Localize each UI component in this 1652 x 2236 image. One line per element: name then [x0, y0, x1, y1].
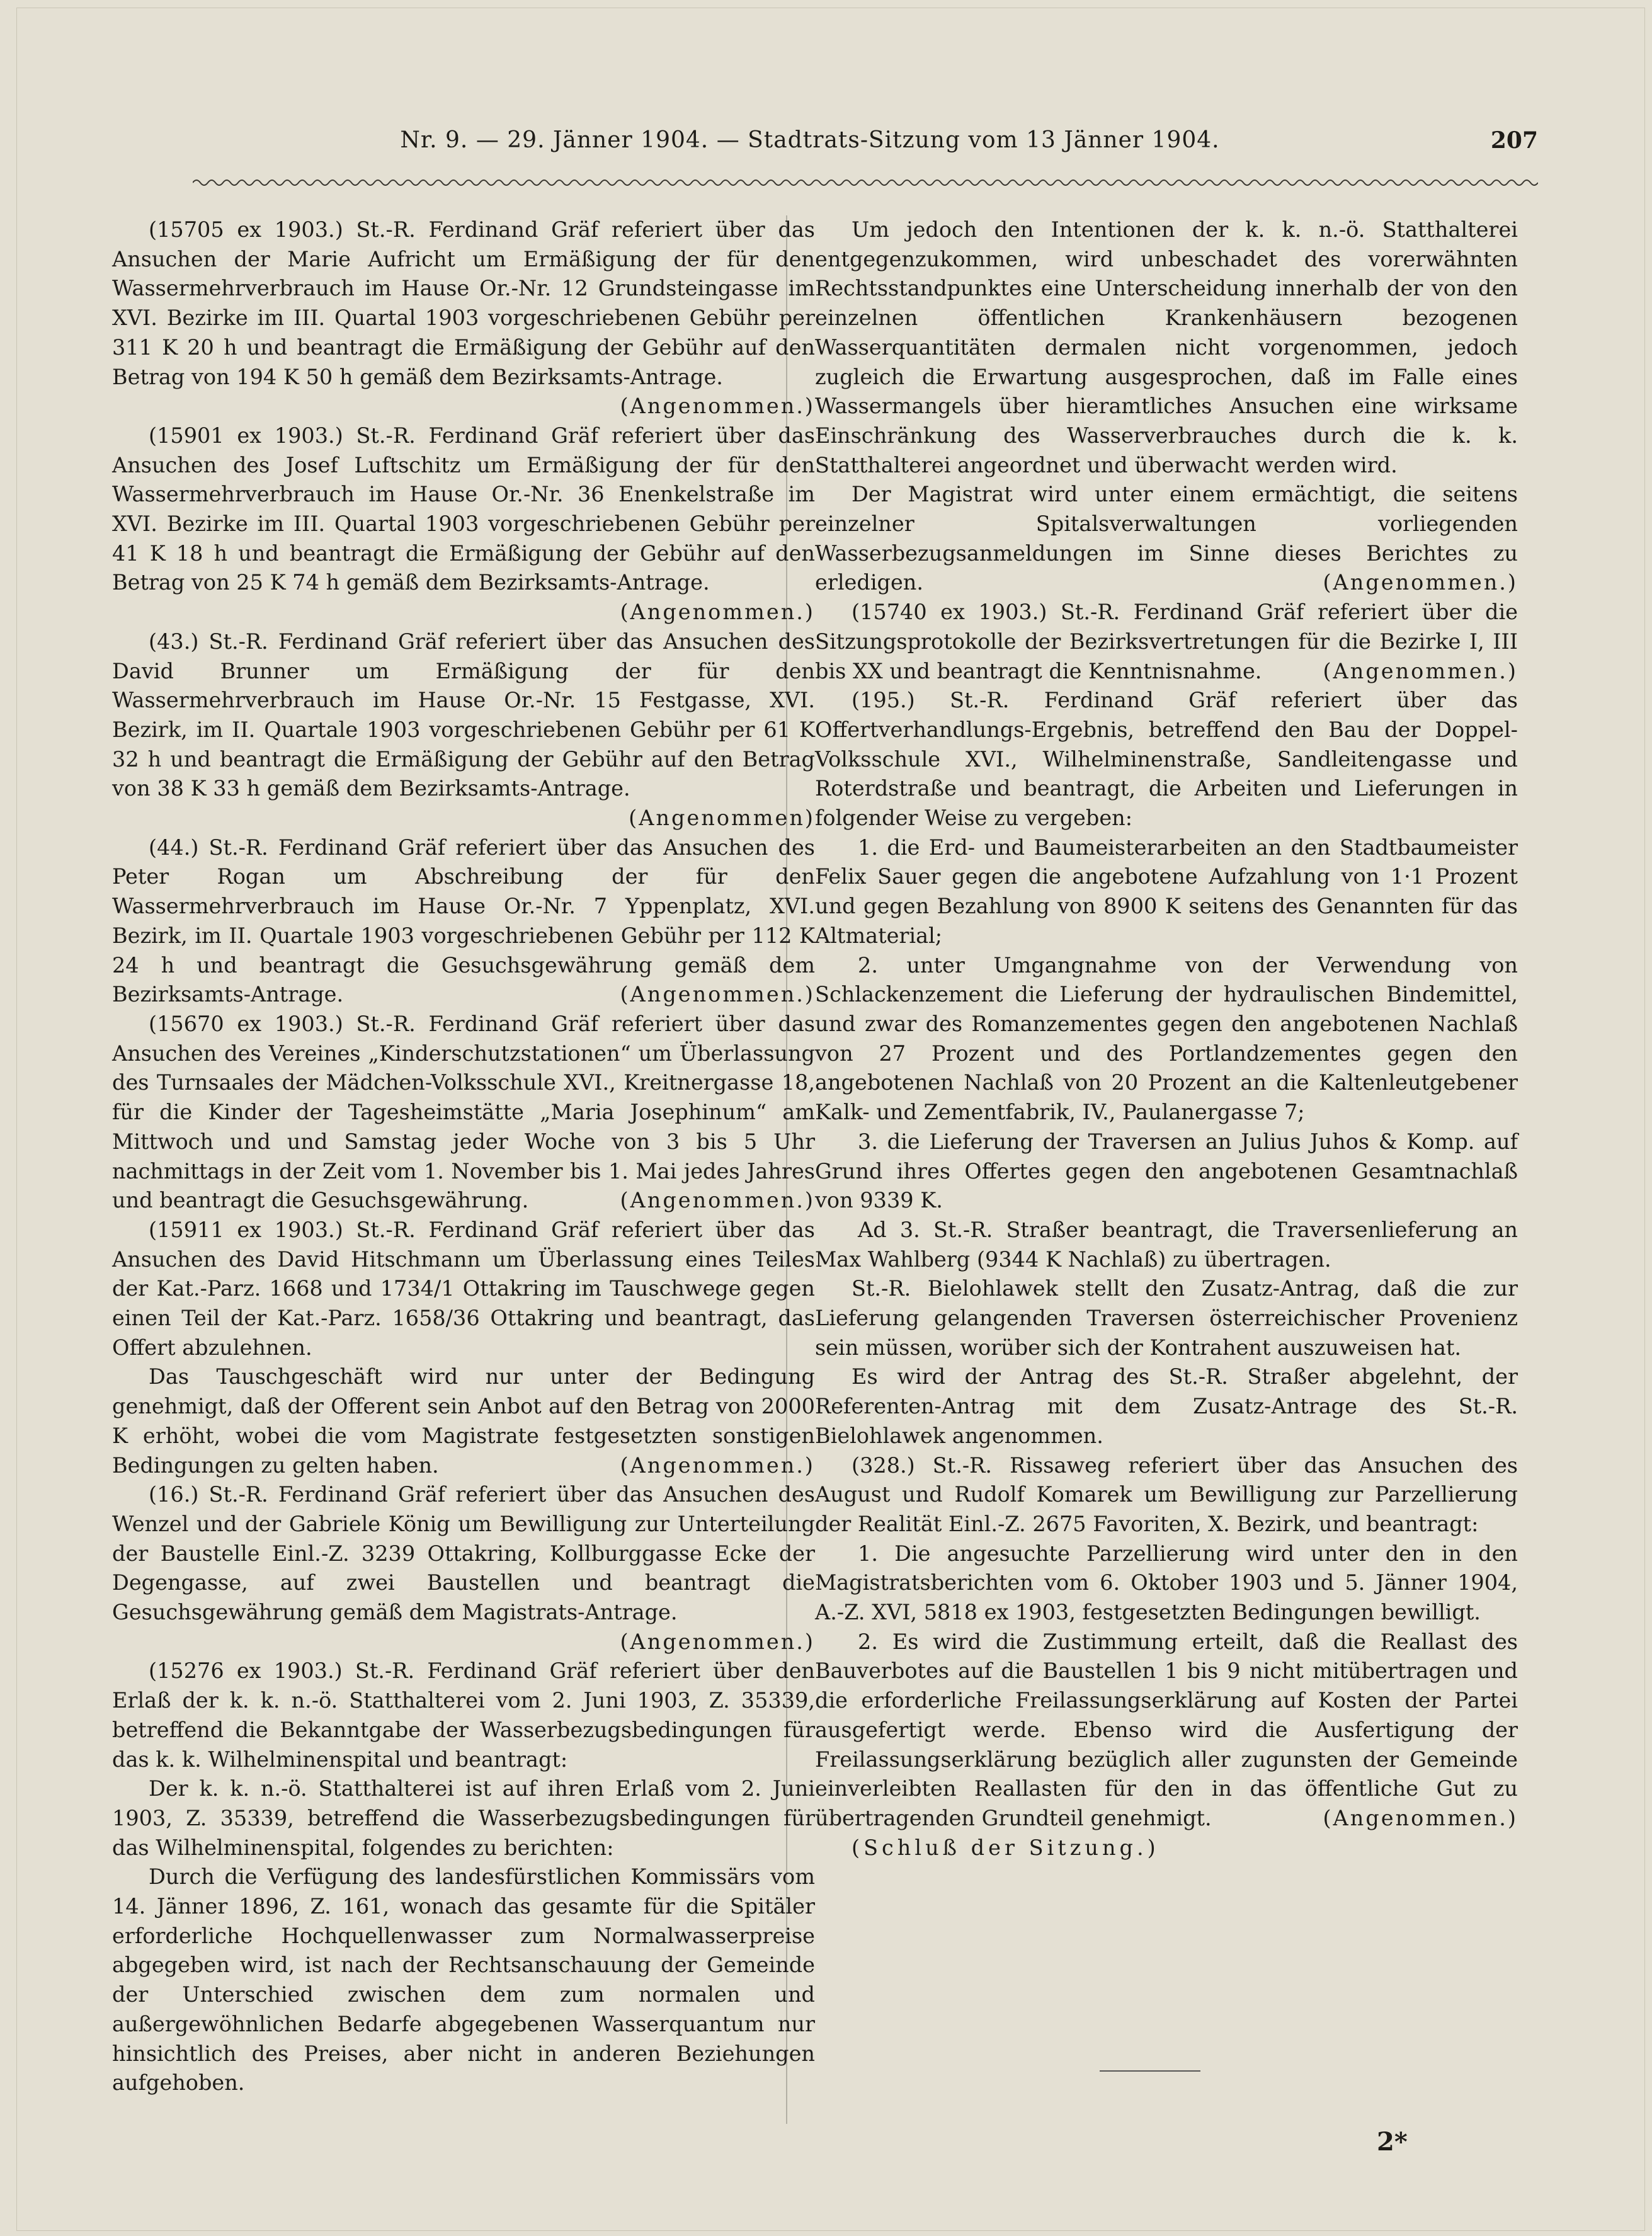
page-number: 207: [1490, 127, 1538, 154]
paragraph: [112, 1010, 815, 1216]
result-note: (Angenommen.): [1323, 658, 1518, 683]
paragraph-text: 2. Es wird die Zustimmung erteilt, daß die Reallast des Bauverbotes auf die Baustellen 1 bis 9 nicht mitübertragen und die erforderliche Freilassungserklärung auf Kosten der Partei ausgefertigt werde. Ebenso wird die Ausfertigung der Freilassungserklärung bezüglich aller zugunsten der Gemeinde einverleibten Reallasten für den in das öffentliche Gut zu übertragenden Grundteil genehmigt.: [815, 1629, 1518, 1830]
page-header: [16, 127, 1645, 165]
signature-mark: 2*: [1377, 2127, 1408, 2157]
paragraph: [112, 1862, 815, 2098]
paragraph-text: Um jedoch den Intentionen der k. k. n.-ö. Statthalterei entgegenzukommen, wird unbeschadet des vorerwähnten Rechtsstandpunktes eine Unterscheidung innerhalb der von den einzelnen öffentlichen Krankenhäusern bezogenen Wasserquantitäten dermalen nicht vorgenommen, jedoch zugleich die Erwartung ausgesprochen, daß im Falle eines Wassermangels über hieramtliches Ansuchen eine wirksame Einschränkung des Wasserverbrauches durch die k. k. Statthalterei angeordnet und überwacht werden wird.: [815, 217, 1518, 477]
paragraph: [112, 627, 815, 831]
paragraph-text: Das Tauschgeschäft wird nur unter der Bedingung genehmigt, daß der Offerent sein Anbot auf den Betrag von 2000 K erhöht, wobei die vom Magistrate festgesetzten sonstigen Bedingungen zu gelten haben.: [112, 1364, 815, 1478]
paragraph-text: Der Magistrat wird unter einem ermächtigt, die seitens einzelner Spitalsverwaltungen vorliegenden Wasserbezugsanmeldungen im Sinne dieses Berichtes zu erledigen.: [815, 482, 1518, 595]
result-note: (Angenommen): [629, 806, 815, 831]
paragraph: [112, 1774, 815, 1862]
paragraph-text: Der k. k. n.-ö. Statthalterei ist auf ihren Erlaß vom 2. Juni 1903, Z. 35339, betreffend die Wasserbezugsbedingungen für das Wilhelminenspital, folgendes zu berichten:: [112, 1776, 815, 1860]
paragraph-text: 1. die Erd- und Baumeisterarbeiten an den Stadtbaumeister Felix Sauer gegen die angebotene Aufzahlung von 1·1 Prozent und gegen Bezahlung von 8900 K seitens des Genannten für das Altmaterial;: [815, 835, 1518, 948]
result-note: (Angenommen.): [620, 394, 815, 419]
paragraph: [815, 1362, 1518, 1451]
paragraph: [112, 1216, 815, 1363]
paragraph: [112, 421, 815, 625]
paragraph: [112, 1480, 815, 1654]
paragraph-text: (15276 ex 1903.) St.-R. Ferdinand Gräf referiert über den Erlaß der k. k. n.-ö. Statthalterei vom 2. Juni 1903, Z. 35339, betreffend die Bekanntgabe der Wasserbezugsbedingungen für das k. k. Wilhelminenspital und beantragt:: [112, 1658, 815, 1772]
paragraph: [112, 215, 815, 419]
left-column: [112, 215, 815, 2098]
list-item: [815, 951, 1518, 1127]
result-note: (Angenommen.): [620, 1629, 815, 1654]
column-divider: [786, 215, 787, 2124]
paragraph-text: (15901 ex 1903.) St.-R. Ferdinand Gräf referiert über das Ansuchen des Josef Luftschitz um Ermäßigung der für den Wassermehrverbrauch im Hause Or.-Nr. 36 Enenkelstraße im XVI. Bezirke im III. Quartal 1903 vorgeschriebenen Gebühr per 41 K 18 h und beantragt die Ermäßigung der Gebühr auf den Betrag von 25 K 74 h gemäß dem Bezirksamts-Antrage.: [112, 423, 815, 595]
paragraph-text: St.-R. Bielohlawek stellt den Zusatz-Antrag, daß die zur Lieferung gelangenden Traversen österreichischer Provenienz sein müssen, worüber sich der Kontrahent auszuweisen hat.: [815, 1276, 1518, 1360]
paragraph: [112, 1362, 815, 1480]
paragraph-text: (328.) St.-R. Rissaweg referiert über das Ansuchen des August und Rudolf Komarek um Bewilligung zur Parzellierung der Realität Einl.-Z. 2675 Favoriten, X. Bezirk, und beantragt:: [815, 1452, 1518, 1536]
paragraph: [815, 1451, 1518, 1539]
paragraph-text: (195.) St.-R. Ferdinand Gräf referiert über das Offertverhandlungs-Ergebnis, betreffend den Bau der Doppel-Volksschule XVI., Wilhelminenstraße, Sandleitengasse und Roterdstraße und beantragt, die Arbeiten und Lieferungen in folgender Weise zu vergeben:: [815, 688, 1518, 831]
paragraph-text: (15911 ex 1903.) St.-R. Ferdinand Gräf referiert über das Ansuchen des David Hitschmann um Überlassung eines Teiles der Kat.-Parz. 1668 und 1734/1 Ottakring im Tauschwege gegen einen Teil der Kat.-Parz. 1658/36 Ottakring und beantragt, das Offert abzulehnen.: [112, 1217, 815, 1360]
paragraph-text: 3. die Lieferung der Traversen an Julius Juhos & Komp. auf Grund ihres Offertes gegen den angebotenen Gesamtnachlaß von 9339 K.: [815, 1129, 1518, 1213]
result-note: (Angenommen.): [620, 1452, 815, 1478]
list-item: [815, 833, 1518, 951]
result-note: (Angenommen.): [1323, 1805, 1518, 1830]
paragraph: [815, 686, 1518, 833]
paragraph-text: 2. unter Umgangnahme von der Verwendung von Schlackenzement die Lieferung der hydraulischen Bindemittel, und zwar des Romanzementes gegen den angebotenen Nachlaß von 27 Prozent und des Portlandzementes gegen den angebotenen Nachlaß von 20 Prozent an die Kaltenleutgebener Kalk- und Zementfabrik, IV., Paulanergasse 7;: [815, 952, 1518, 1125]
paragraph: [112, 833, 815, 1010]
paragraph: [815, 480, 1518, 598]
paragraph-text: (43.) St.-R. Ferdinand Gräf referiert über das Ansuchen des David Brunner um Ermäßigung der für den Wassermehrverbrauch im Hause Or.-Nr. 15 Festgasse, XVI. Bezirk, im II. Quartale 1903 vorgeschriebenen Gebühr per 61 K 32 h und beantragt die Ermäßigung der Gebühr auf den Betrag von 38 K 33 h gemäß dem Bezirksamts-Antrage.: [112, 629, 815, 801]
paragraph-text: (Schluß der Sitzung.): [852, 1835, 1159, 1860]
paragraph-text: (15740 ex 1903.) St.-R. Ferdinand Gräf referiert über die Sitzungsprotokolle der Bezirksvertretungen für die Bezirke I, III bis XX und beantragt die Kenntnisnahme.: [815, 600, 1518, 683]
result-note: (Angenommen.): [620, 1188, 815, 1213]
paragraph-text: 1. Die angesuchte Parzellierung wird unter den in den Magistratsberichten vom 6. Oktober 1903 und 5. Jänner 1904, A.-Z. XVI, 5818 ex 1903, festgesetzten Bedingungen bewilligt.: [815, 1541, 1518, 1625]
paragraph-text: (15705 ex 1903.) St.-R. Ferdinand Gräf referiert über das Ansuchen der Marie Aufricht um Ermäßigung der für den Wassermehrverbrauch im Hause Or.-Nr. 12 Grundsteingasse im XVI. Bezirke im III. Quartal 1903 vorgeschriebenen Gebühr per 311 K 20 h und beantragt die Ermäßigung der Gebühr auf den Betrag von 194 K 50 h gemäß dem Bezirksamts-Antrage.: [112, 217, 815, 389]
paragraph: [815, 215, 1518, 480]
document-page: [16, 8, 1645, 2231]
paragraph-text: Ad 3. St.-R. Straßer beantragt, die Traversenlieferung an Max Wahlberg (9344 K Nachlaß) zu übertragen.: [815, 1217, 1518, 1272]
paragraph: [815, 1274, 1518, 1362]
right-column: [815, 215, 1518, 1862]
end-rule: [1100, 2070, 1200, 2072]
list-item: [815, 1127, 1518, 1216]
header-ornament-rule: [193, 176, 1538, 189]
header-title: Nr. 9. — 29. Jänner 1904. — Stadtrats-Sitzung vom 13 Jänner 1904.: [400, 127, 1220, 153]
paragraph: [112, 1657, 815, 1774]
paragraph-text: Durch die Verfügung des landesfürstlichen Kommissärs vom 14. Jänner 1896, Z. 161, wonach das gesamte für die Spitäler erforderliche Hochquellenwasser zum Normalwasserpreise abgegeben wird, ist nach der Rechtsanschauung der Gemeinde der Unterschied zwischen dem zum normalen und außergewöhnlichen Bedarfe abgegebenen Wasserquantum nur hinsichtlich des Preises, aber nicht in anderen Beziehungen aufgehoben.: [112, 1864, 815, 2096]
paragraph-text: (44.) St.-R. Ferdinand Gräf referiert über das Ansuchen des Peter Rogan um Abschreibung der für den Wassermehrverbrauch im Hause Or.-Nr. 7 Yppenplatz, XVI. Bezirk, im II. Quartale 1903 vorgeschriebenen Gebühr per 112 K 24 h und beantragt die Gesuchsgewährung gemäß dem Bezirksamts-Antrage.: [112, 835, 815, 1007]
result-note: (Angenommen.): [620, 982, 815, 1007]
result-note: (Angenommen.): [1323, 570, 1518, 595]
list-item: [815, 1539, 1518, 1628]
list-item: [815, 1628, 1518, 1834]
paragraph: [815, 1216, 1518, 1274]
paragraph-text: Es wird der Antrag des St.-R. Straßer abgelehnt, der Referenten-Antrag mit dem Zusatz-Antrage des St.-R. Bielohlawek angenommen.: [815, 1364, 1518, 1448]
paragraph: [815, 598, 1518, 686]
result-note: (Angenommen.): [620, 600, 815, 625]
paragraph-text: (15670 ex 1903.) St.-R. Ferdinand Gräf referiert über das Ansuchen des Vereines „Kinderschutzstationen“ um Überlassung des Turnsaales der Mädchen-Volksschule XVI., Kreitnergasse 18, für die Kinder der Tagesheimstätte „Maria Josephinum“ am Mittwoch und und Samstag jeder Woche von 3 bis 5 Uhr nachmittags in der Zeit vom 1. November bis 1. Mai jedes Jahres und beantragt die Gesuchsgewährung.: [112, 1011, 815, 1213]
closing-note: [815, 1834, 1518, 1863]
paragraph-text: (16.) St.-R. Ferdinand Gräf referiert über das Ansuchen des Wenzel und der Gabriele König um Bewilligung zur Unterteilung der Baustelle Einl.-Z. 3239 Ottakring, Kollburggasse Ecke der Degengasse, auf zwei Baustellen und beantragt die Gesuchsgewährung gemäß dem Magistrats-Antrage.: [112, 1482, 815, 1625]
